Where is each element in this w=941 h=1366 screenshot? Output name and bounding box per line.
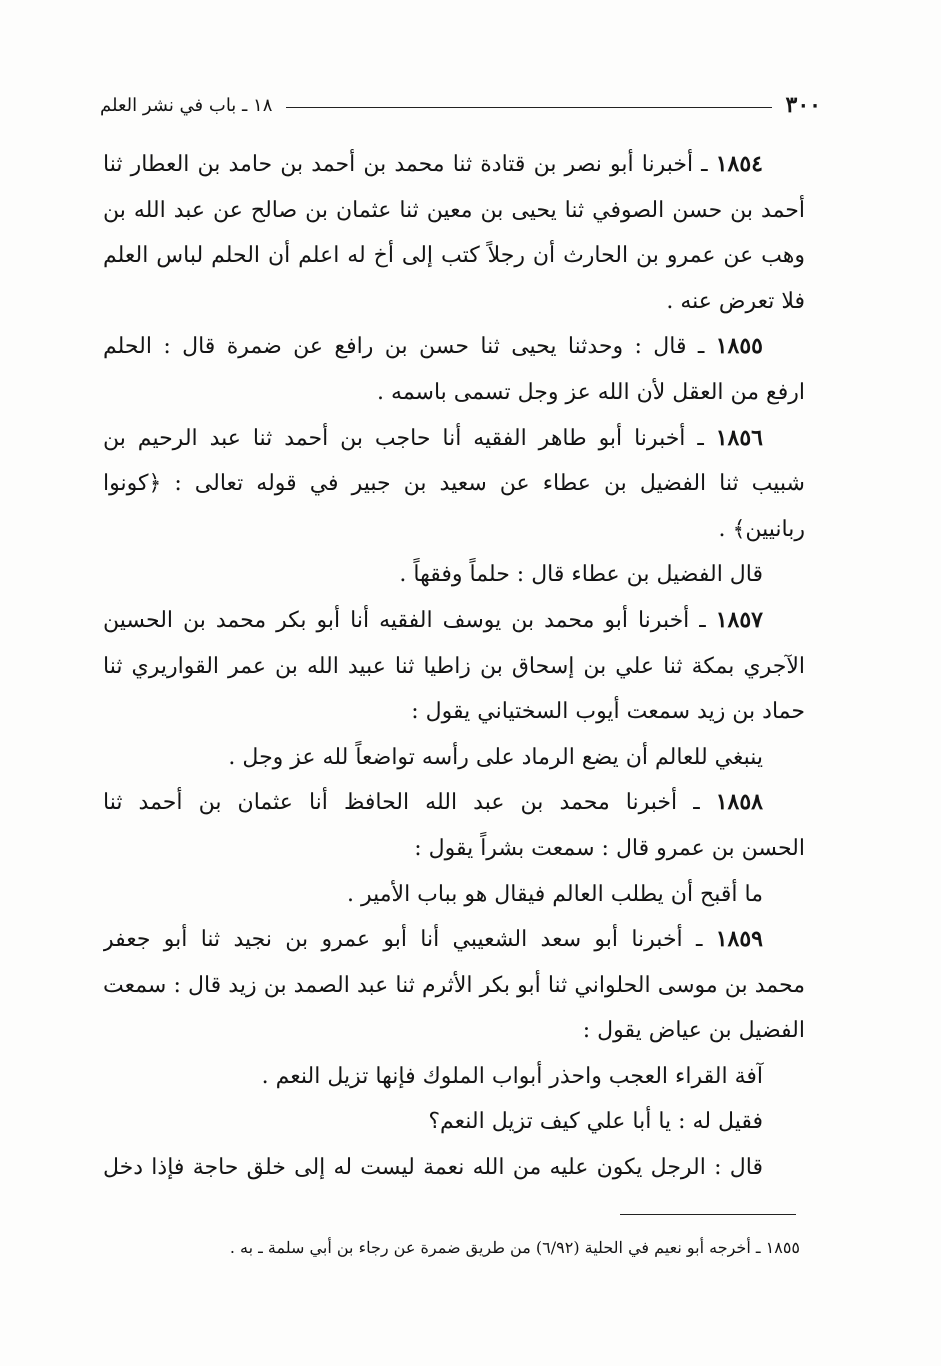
line-text: ـ قال : وحدثنا يحيى ثنا حسن بن رافع عن ضمرة قال : الحلم: [103, 334, 716, 360]
header-rule: [286, 107, 771, 108]
text-line: [103, 872, 805, 918]
line-text: آفة القراء العجب واحذر أبواب الملوك فإنها تزيل النعم .: [261, 1063, 763, 1089]
text-line: [103, 598, 805, 644]
text-line: [103, 917, 805, 963]
text-line: [103, 826, 805, 872]
line-text: ـ أخبرنا أبو نصر بن قتادة ثنا محمد بن أحمد بن حامد بن العطار ثنا: [103, 152, 716, 177]
chapter-title: ١٨ ـ باب في نشر العلم: [100, 94, 273, 116]
text-line: [103, 461, 805, 507]
footnote-rule: [620, 1214, 796, 1215]
text-line: [103, 689, 805, 735]
line-text: ارفع من العقل لأن الله عز وجل تسمى باسمه .: [377, 379, 805, 405]
line-text: محمد بن موسى الحلواني ثنا أبو بكر الأثرم ثنا عبد الصمد بن زيد قال : سمعت: [103, 972, 805, 998]
line-text: قال : الرجل يكون عليه من الله نعمة ليست له إلى خلق حاجة فإذا دخل: [103, 1155, 763, 1181]
text-line: [103, 188, 805, 234]
entry-number: ١٨٥٨: [715, 789, 763, 816]
text-line: [103, 233, 805, 279]
entry-number: ١٨٥٩: [715, 926, 763, 953]
line-text: الفضيل بن عياض يقول :: [582, 1018, 805, 1044]
line-text: ربانيين﴾ .: [718, 516, 805, 542]
text-line: [103, 552, 805, 598]
line-text: ـ أخبرنا أبو سعد الشعيبي أنا أبو عمرو بن نجيد ثنا أبو جعفر: [103, 927, 716, 953]
entry-number: ١٨٥٥: [715, 333, 763, 360]
line-text: ينبغي للعالم أن يضع الرماد على رأسه تواضعاً لله عز وجل .: [228, 744, 763, 770]
text-line: [103, 963, 805, 1009]
text-line: [103, 370, 805, 416]
line-text: فقيل له : يا أبا علي كيف تزيل النعم؟: [428, 1109, 763, 1135]
line-text: شبيب ثنا الفضيل بن عطاء عن سعيد بن جبير في قوله تعالى : ﴿كونوا: [103, 471, 805, 497]
line-text: ما أقبح أن يطلب العالم فيقال هو بباب الأمير .: [346, 881, 763, 907]
text-line: [103, 416, 805, 462]
text-line: [103, 1145, 805, 1191]
text-line: [103, 507, 805, 553]
line-text: أحمد بن حسن الصوفي ثنا يحيى بن معين ثنا عثمان بن صالح عن عبد الله بن: [103, 197, 805, 223]
footnote: ١٨٥٥ ـ أخرجه أبو نعيم في الحلية (٦/٩٢) من طريق ضمرة عن رجاء بن أبي سلمة ـ به .: [229, 1238, 800, 1257]
line-text: قال الفضيل بن عطاء قال : حلماً وفقهاً .: [399, 562, 763, 588]
line-text: الحسن بن عمرو قال : سمعت بشراً يقول :: [414, 835, 805, 861]
line-text: ـ أخبرنا محمد بن عبد الله الحافظ أنا عثمان بن أحمد ثنا: [103, 790, 716, 816]
line-text: فلا تعرض عنه .: [666, 288, 805, 314]
line-text: الآجري بمكة ثنا علي بن إسحاق بن زاطيا ثنا عبيد الله بن عمر القواريري ثنا: [103, 653, 805, 679]
text-line: [103, 780, 805, 826]
text-line: [103, 735, 805, 781]
text-line: [103, 142, 805, 188]
text-line: [103, 1099, 805, 1145]
running-head: [100, 88, 821, 122]
line-text: ـ أخبرنا أبو طاهر الفقيه أنا حاجب بن أحمد ثنا عبد الرحيم بن: [103, 425, 716, 451]
page-number: ٣٠٠: [785, 92, 821, 118]
text-line: [103, 1054, 805, 1100]
line-text: حماد بن زيد سمعت أيوب السختياني يقول :: [411, 699, 805, 725]
text-line: [103, 279, 805, 325]
text-line: [103, 324, 805, 370]
entry-number: ١٨٥٧: [715, 606, 763, 633]
line-text: ـ أخبرنا أبو محمد بن يوسف الفقيه أنا أبو بكر محمد بن الحسين: [103, 607, 716, 633]
text-line: [103, 644, 805, 690]
entry-number: ١٨٥٤: [715, 151, 763, 177]
body-text: [103, 142, 805, 1191]
line-text: وهب عن عمرو بن الحارث أن رجلاً كتب إلى أخ له اعلم أن الحلم لباس العلم: [103, 243, 805, 269]
entry-number: ١٨٥٦: [715, 424, 763, 451]
text-line: [103, 1008, 805, 1054]
